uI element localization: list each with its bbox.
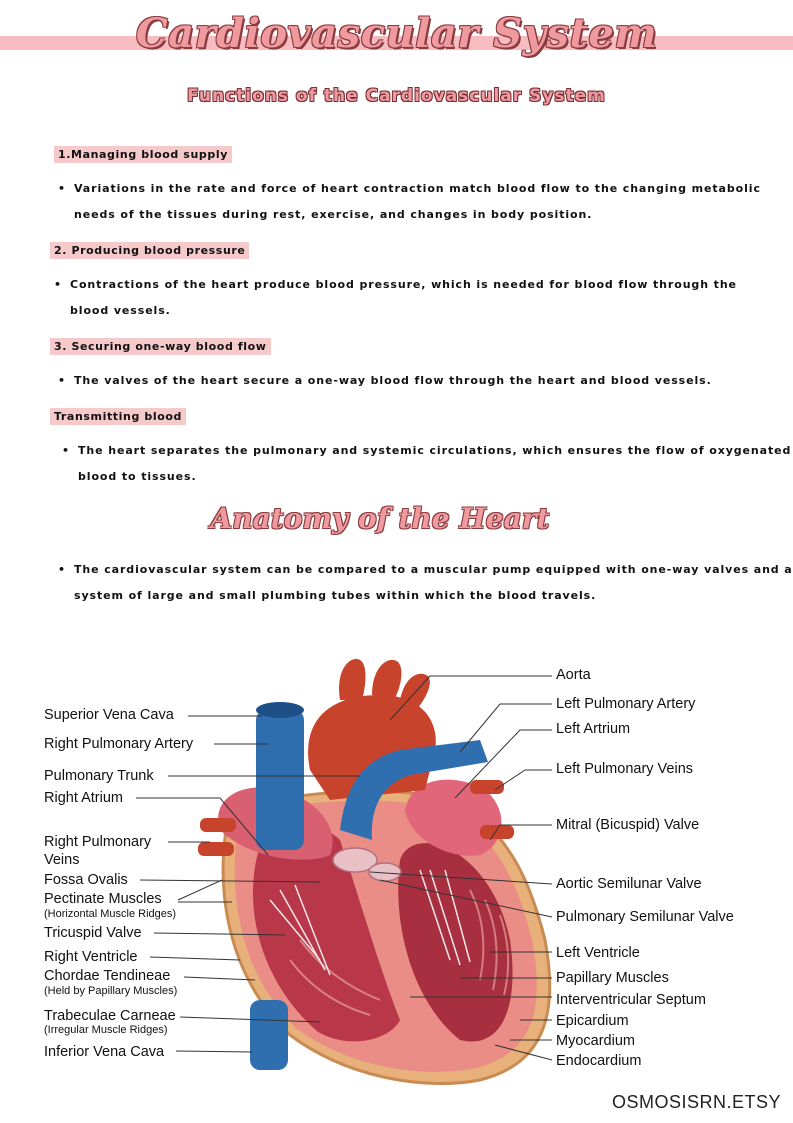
function-2-line-1: Contractions of the heart produce blood pressure, which is needed for blood flow through the xyxy=(70,278,737,291)
function-tag-4: Transmitting blood xyxy=(50,408,186,425)
label-right-atrium: Right Atrium xyxy=(44,790,123,806)
label-pulmonary-trunk: Pulmonary Trunk xyxy=(44,768,154,784)
page-title: Cardiovascular System xyxy=(135,10,658,57)
label-left-atrium: Left Artrium xyxy=(556,721,631,737)
function-tag-2: 2. Producing blood pressure xyxy=(50,242,249,259)
label-epicardium: Epicardium xyxy=(556,1013,629,1029)
anatomy-text xyxy=(58,557,793,609)
function-1-line-1: Variations in the rate and force of heart contraction match blood flow to the changing metabolic xyxy=(74,182,761,195)
bullet-icon: • xyxy=(58,182,66,195)
function-3-line-1: The valves of the heart secure a one-way blood flow through the heart and blood vessels. xyxy=(74,374,712,387)
anatomy-line-2: system of large and small plumbing tubes within which the blood travels. xyxy=(74,589,597,602)
bullet-icon: • xyxy=(54,278,62,291)
anatomy-line-1: The cardiovascular system can be compared to a muscular pump equipped with one-way valves and a xyxy=(74,563,793,576)
label-pectinate-muscles: Pectinate Muscles xyxy=(44,891,162,907)
function-tag-3: 3. Securing one-way blood flow xyxy=(50,338,271,355)
bullet-icon: • xyxy=(58,563,66,576)
label-myocardium: Myocardium xyxy=(556,1033,635,1049)
label-endocardium: Endocardium xyxy=(556,1053,642,1069)
label-inferior-vena-cava: Inferior Vena Cava xyxy=(44,1044,165,1060)
label-right-pulmonary-artery: Right Pulmonary Artery xyxy=(44,736,194,752)
label-aortic-semilunar-valve: Aortic Semilunar Valve xyxy=(556,876,702,892)
label-chordae-tendineae: Chordae Tendineae xyxy=(44,968,171,984)
label-tricuspid-valve: Tricuspid Valve xyxy=(44,925,142,941)
function-2-line-2: blood vessels. xyxy=(70,304,171,317)
watermark: OSMOSISRN.ETSY xyxy=(611,1092,781,1112)
function-2-text xyxy=(54,272,737,324)
label-papillary-muscles: Papillary Muscles xyxy=(556,970,669,986)
bullet-icon: • xyxy=(58,374,66,387)
label-mitral-valve: Mitral (Bicuspid) Valve xyxy=(556,817,700,833)
label-trabeculae-carneae-note: (Irregular Muscle Ridges) xyxy=(44,1024,168,1036)
label-left-ventricle: Left Ventricle xyxy=(556,945,640,961)
label-fossa-ovalis: Fossa Ovalis xyxy=(44,872,128,888)
function-1-text xyxy=(58,176,761,228)
label-pulmonary-semilunar-valve: Pulmonary Semilunar Valve xyxy=(556,909,734,925)
function-4-text xyxy=(62,438,792,490)
label-left-pulmonary-veins: Left Pulmonary Veins xyxy=(556,761,694,777)
function-4-line-1: The heart separates the pulmonary and systemic circulations, which ensures the flow of oxygenated xyxy=(78,444,792,457)
anatomy-title: Anatomy of the Heart xyxy=(210,502,550,535)
label-pectinate-muscles-note: (Horizontal Muscle Ridges) xyxy=(44,908,177,920)
label-superior-vena-cava: Superior Vena Cava xyxy=(44,707,174,723)
label-aorta: Aorta xyxy=(556,667,591,683)
label-trabeculae-carneae: Trabeculae Carneae xyxy=(44,1008,176,1024)
function-tag-1: 1.Managing blood supply xyxy=(54,146,232,163)
function-4-line-2: blood to tissues. xyxy=(78,470,197,483)
page-subtitle: Functions of the Cardiovascular System xyxy=(187,86,606,106)
label-left-pulmonary-artery: Left Pulmonary Artery xyxy=(556,696,696,712)
bullet-icon: • xyxy=(62,444,70,457)
label-interventricular-septum: Interventricular Septum xyxy=(556,992,706,1008)
function-1-line-2: needs of the tissues during rest, exercise, and changes in body position. xyxy=(74,208,593,221)
function-3-text xyxy=(58,368,712,394)
label-right-pulmonary-veins-2: Veins xyxy=(44,852,80,868)
label-right-ventricle: Right Ventricle xyxy=(44,949,138,965)
label-chordae-tendineae-note: (Held by Papillary Muscles) xyxy=(44,985,178,997)
label-right-pulmonary-veins: Right Pulmonary xyxy=(44,834,152,850)
